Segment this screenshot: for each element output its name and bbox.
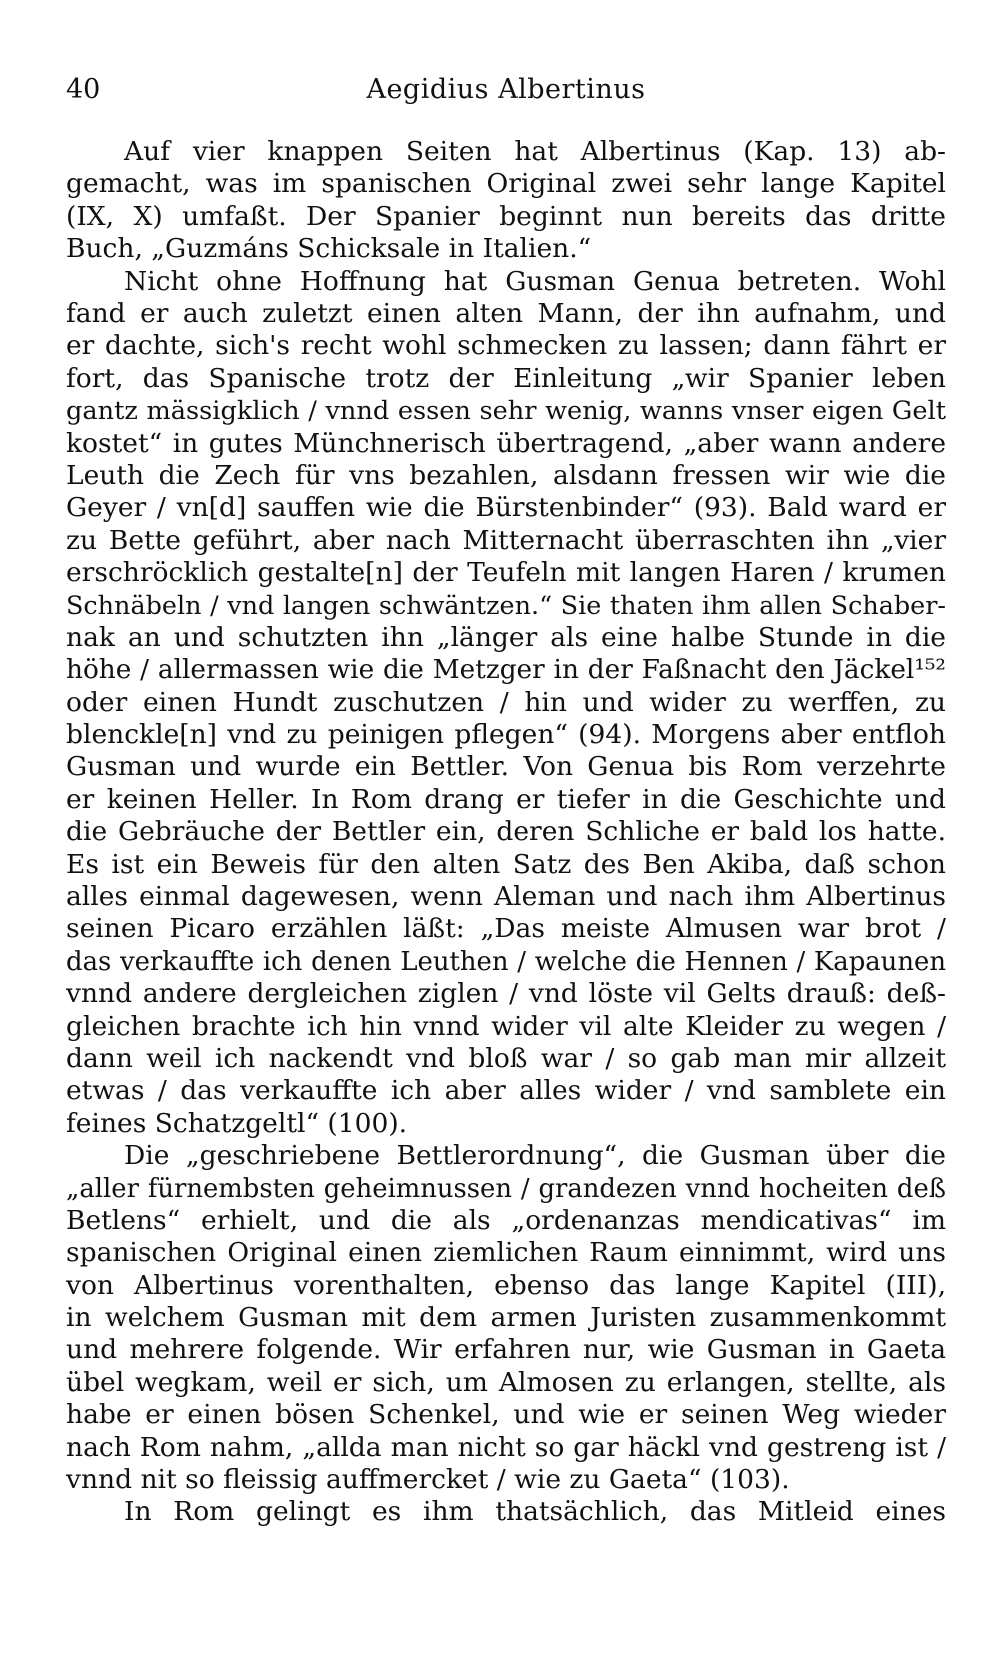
- text-line: er dachte, sich's recht wohl schmecken zu lassen; dann fährt er: [66, 330, 946, 362]
- text-line: fand er auch zuletzt einen alten Mann, der ihn aufnahm, und: [66, 297, 946, 329]
- text-line: oder einen Hundt zuschutzen / hin und wider zu werffen, zu: [66, 686, 946, 718]
- text-line: Die „geschriebene Bettlerordnung“, die Gusman über die: [124, 1140, 946, 1172]
- text-line: Geyer / vn[d] sauffen wie die Bürstenbinder“ (93). Bald ward er: [66, 492, 946, 524]
- page-header: [66, 74, 946, 118]
- text-line: (IX, X) umfaßt. Der Spanier beginnt nun bereits das dritte: [66, 200, 946, 232]
- text-line: Gusman und wurde ein Bettler. Von Genua bis Rom verzehrte: [66, 751, 946, 783]
- page-number: 40: [66, 74, 101, 105]
- text-line: Es ist ein Beweis für den alten Satz des Ben Akiba, daß schon: [66, 848, 946, 880]
- text-line: höhe / allermassen wie die Metzger in der Faßnacht den Jäckel¹⁵²: [66, 655, 946, 686]
- text-line: habe er einen bösen Schenkel, und wie er seinen Weg wieder: [66, 1399, 946, 1431]
- text-line: erschröcklich gestalte[n] der Teufeln mit langen Haren / krumen: [66, 557, 946, 589]
- text-line: in welchem Gusman mit dem armen Juristen zusammenkommt: [66, 1302, 946, 1334]
- text-line: vnnd nit so fleissig auffmercket / wie zu Gaeta“ (103).: [66, 1464, 790, 1496]
- text-line: etwas / das verkauffte ich aber alles wider / vnd samblete ein: [66, 1075, 946, 1107]
- text-line: Auf vier knappen Seiten hat Albertinus (Kap. 13) ab-: [124, 136, 946, 167]
- text-line: die Gebräuche der Bettler ein, deren Schliche er bald los hatte.: [66, 816, 946, 848]
- text-line: von Albertinus vorenthalten, ebenso das lange Kapitel (III),: [66, 1269, 946, 1301]
- text-line: Nicht ohne Hoffnung hat Gusman Genua betreten. Wohl: [124, 265, 946, 297]
- text-line: Buch, „Guzmáns Schicksale in Italien.“: [66, 233, 592, 265]
- text-line: nach Rom nahm, „allda man nicht so gar häckl vnd gestreng ist /: [66, 1431, 946, 1463]
- text-line: feines Schatzgeltl“ (100).: [66, 1107, 408, 1139]
- body-text: [66, 136, 946, 1529]
- text-line: dann weil ich nackendt vnd bloß war / so gab man mir allzeit: [66, 1042, 946, 1074]
- text-line: übel wegkam, weil er sich, um Almosen zu erlangen, stellte, als: [66, 1366, 946, 1398]
- text-line: In Rom gelingt es ihm thatsächlich, das Mitleid eines: [124, 1496, 946, 1528]
- text-line: vnnd andere dergleichen ziglen / vnd löste vil Gelts drauß: deß-: [66, 978, 946, 1010]
- text-line: seinen Picaro erzählen läßt: „Das meiste Almusen war brot /: [66, 913, 946, 945]
- text-line: blenckle[n] vnd zu peinigen pflegen“ (94). Morgens aber entfloh: [66, 719, 946, 751]
- text-line: kostet“ in gutes Münchnerisch übertragend, „aber wann andere: [66, 427, 946, 459]
- text-line: „aller fürnembsten geheimnussen / grandezen vnnd hocheiten deß: [66, 1173, 946, 1204]
- text-line: gemacht, was im spanischen Original zwei sehr lange Kapitel: [66, 168, 946, 200]
- text-line: gleichen brachte ich hin vnnd wider vil alte Kleider zu wegen /: [66, 1010, 946, 1042]
- text-line: gantz mässigklich / vnnd essen sehr wenig, wanns vnser eigen Gelt: [66, 396, 946, 427]
- text-line: nak an und schutzten ihn „länger als eine halbe Stunde in die: [66, 621, 946, 653]
- running-title: Aegidius Albertinus: [366, 74, 646, 105]
- text-line: Leuth die Zech für vns bezahlen, alsdann fressen wir wie die: [66, 459, 946, 491]
- text-line: fort, das Spanische trotz der Einleitung „wir Spanier leben: [66, 362, 946, 394]
- text-line: und mehrere folgende. Wir erfahren nur, wie Gusman in Gaeta: [66, 1334, 946, 1366]
- text-line: das verkauffte ich denen Leuthen / welche die Hennen / Kapaunen: [66, 946, 946, 977]
- text-line: er keinen Heller. In Rom drang er tiefer in die Geschichte und: [66, 783, 946, 815]
- text-line: spanischen Original einen ziemlichen Raum einnimmt, wird uns: [66, 1237, 946, 1269]
- text-line: Betlens“ erhielt, und die als „ordenanzas mendicativas“ im: [66, 1204, 946, 1236]
- text-line: zu Bette geführt, aber nach Mitternacht überraschten ihn „vier: [66, 524, 946, 556]
- text-line: Schnäbeln / vnd langen schwäntzen.“ Sie thaten ihm allen Schaber-: [66, 590, 946, 621]
- text-line: alles einmal dagewesen, wenn Aleman und nach ihm Albertinus: [66, 880, 946, 912]
